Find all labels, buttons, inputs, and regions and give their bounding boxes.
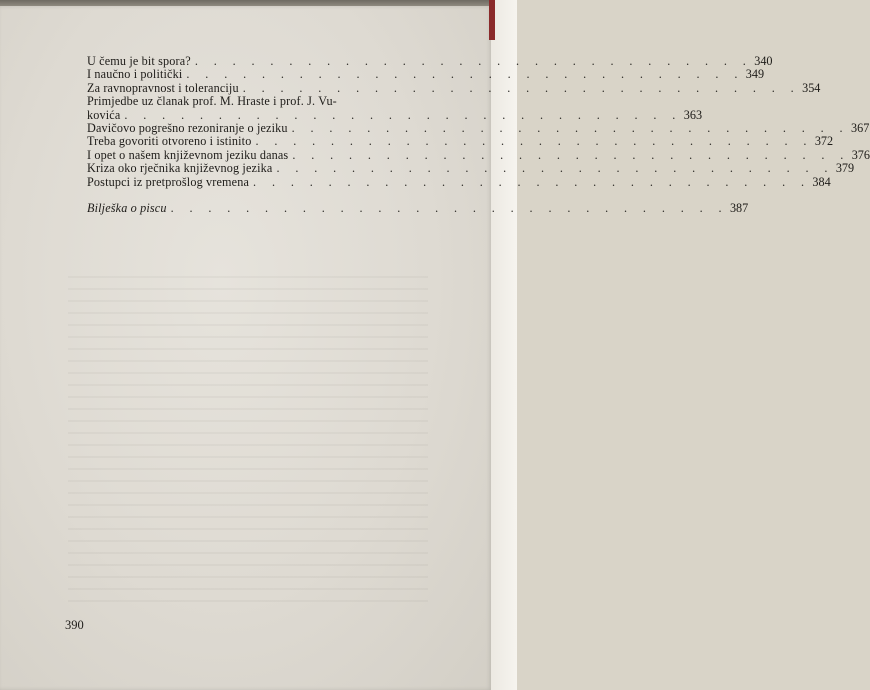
toc-entry bbox=[87, 147, 870, 162]
toc-dot-leader: . . . . . . . . . . . . . . . . . . . . . . . . . . . . . . bbox=[124, 107, 682, 122]
toc-entry bbox=[87, 67, 765, 82]
toc-entry bbox=[87, 121, 870, 136]
toc-entry-page: 379 bbox=[835, 161, 855, 176]
toc-entry-page: 372 bbox=[814, 134, 834, 149]
toc-dot-leader: . . . . . . . . . . . . . . . . . . . . . . . . . . . . . . bbox=[276, 161, 834, 176]
toc-entry bbox=[87, 54, 773, 68]
toc-entry-title: Primjedbe uz članak prof. M. Hraste i prof. J. Vu- bbox=[87, 94, 337, 109]
toc-entry-page: 376 bbox=[851, 147, 870, 162]
toc-entry bbox=[87, 174, 831, 189]
book-spine bbox=[489, 0, 495, 40]
toc-entry-title: I opet o našem književnom jeziku danas bbox=[87, 147, 289, 162]
toc-entry bbox=[87, 80, 821, 95]
page-edge bbox=[491, 0, 517, 690]
toc-entry bbox=[87, 134, 834, 149]
toc-dot-leader: . . . . . . . . . . . . . . . . . . . . . . . . . . . . . . bbox=[242, 80, 801, 95]
toc-dot-leader: . . . . . . . . . . . . . . . . . . . . . . . . . . . . . . bbox=[253, 174, 811, 189]
toc-entry-page: 387 bbox=[729, 201, 749, 216]
toc-dot-leader: . . . . . . . . . . . . . . . . . . . . . . . . . . . . . . bbox=[194, 54, 753, 68]
table-of-contents bbox=[87, 54, 870, 216]
toc-entry-title: I naučno i politički bbox=[87, 67, 183, 82]
toc-entry-afterword bbox=[87, 201, 749, 216]
toc-dot-leader: . . . . . . . . . . . . . . . . . . . . . . . . . . . . . . bbox=[291, 121, 850, 136]
toc-dot-leader: . . . . . . . . . . . . . . . . . . . . . . . . . . . . . . bbox=[292, 147, 850, 162]
toc-entry bbox=[87, 161, 855, 176]
toc-entry-page: 340 bbox=[754, 54, 773, 68]
toc-dot-leader: . . . . . . . . . . . . . . . . . . . . . . . . . . . . . . bbox=[170, 201, 728, 216]
toc-entry-page: 354 bbox=[802, 80, 821, 95]
toc-dot-leader: . . . . . . . . . . . . . . . . . . . . . . . . . . . . . . bbox=[255, 134, 813, 149]
toc-entry-title: U čemu je bit spora? bbox=[87, 54, 191, 68]
toc-entry-page: 367 bbox=[851, 121, 870, 136]
toc-entry-title: Kriza oko rječnika književnog jezika bbox=[87, 161, 273, 176]
page-number: 390 bbox=[65, 618, 84, 632]
toc-entry-page: 384 bbox=[812, 174, 831, 189]
toc-entry-page: 363 bbox=[683, 107, 703, 122]
show-through-text bbox=[68, 276, 428, 606]
toc-entry-title: Bilješka o piscu bbox=[87, 201, 167, 216]
toc-entry-title-continued: kovića bbox=[87, 107, 121, 122]
toc-entry-page: 349 bbox=[745, 67, 765, 82]
toc-entry bbox=[87, 95, 433, 108]
toc-entry-title: Treba govoriti otvoreno i istinito bbox=[87, 134, 252, 149]
toc-entry-title: Postupci iz pretprošlog vremena bbox=[87, 174, 250, 189]
toc-entry-continuation bbox=[87, 107, 703, 122]
toc-entry-title: Za ravnopravnost i toleranciju bbox=[87, 80, 239, 95]
toc-dot-leader: . . . . . . . . . . . . . . . . . . . . . . . . . . . . . . bbox=[186, 67, 744, 82]
toc-entry-title: Davičovo pogrešno rezoniranje o jeziku bbox=[87, 121, 288, 136]
